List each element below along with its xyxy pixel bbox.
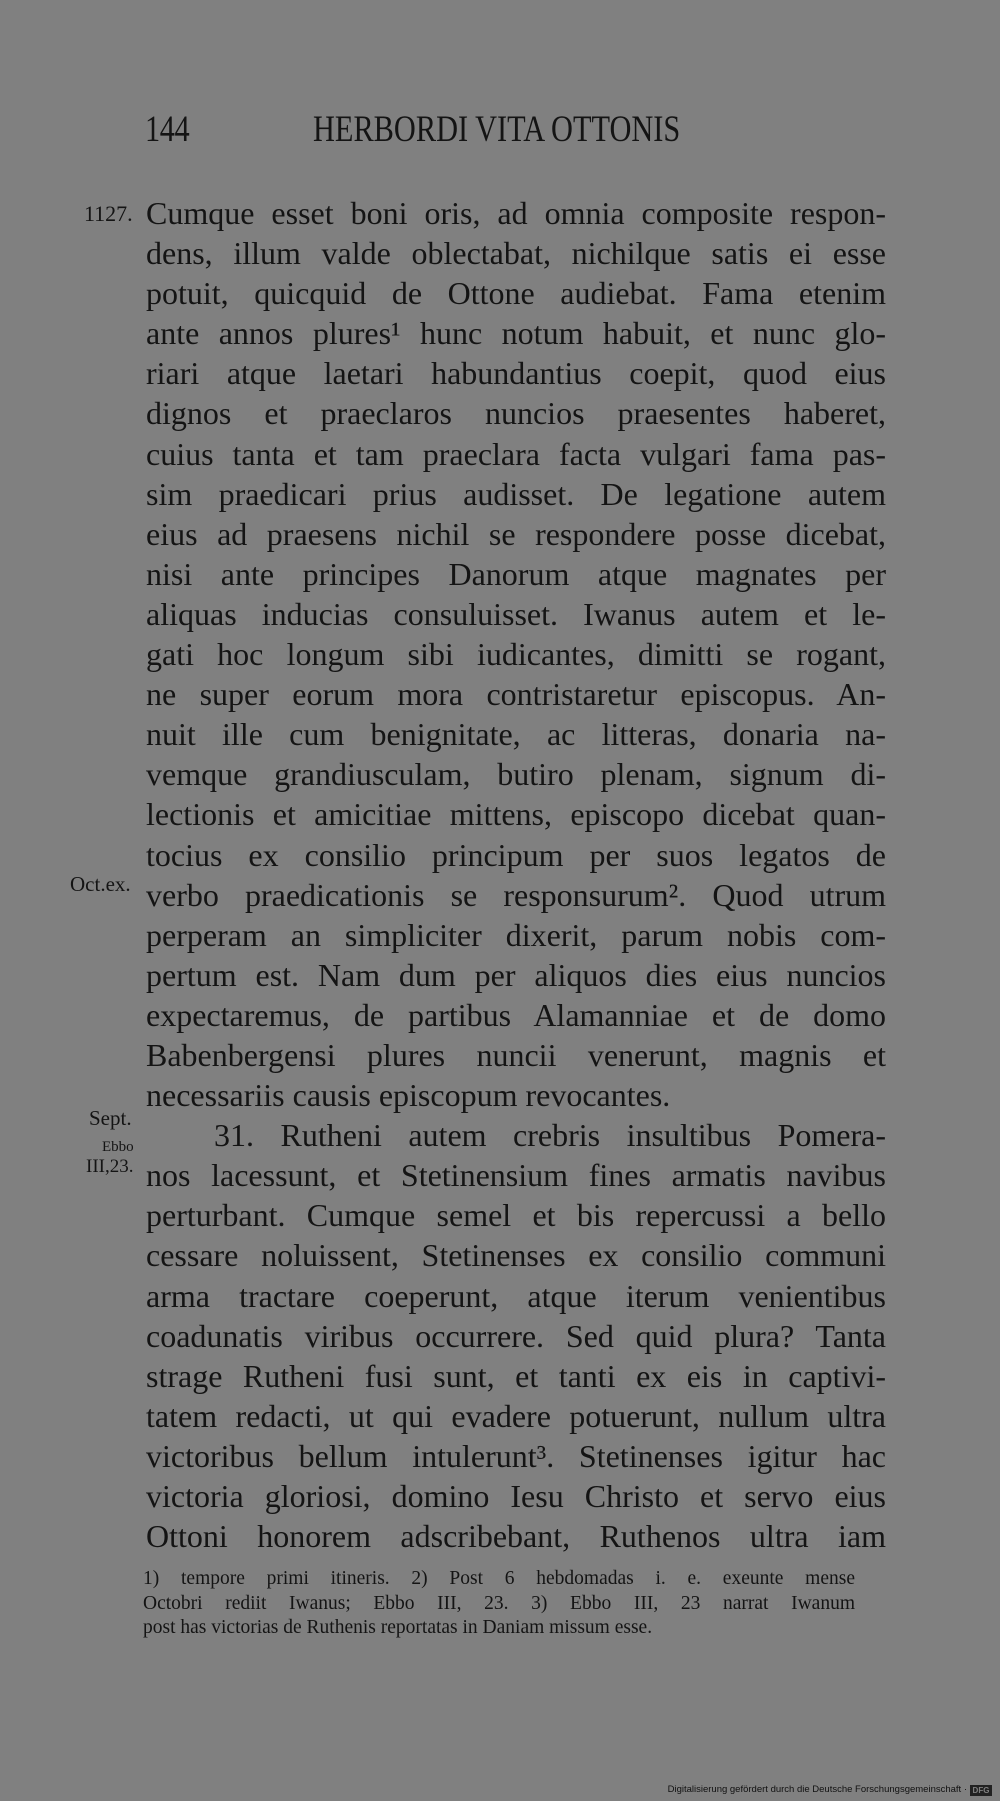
running-title: HERBORDI VITA OTTONIS [313, 109, 681, 150]
text-line: riari atque laetari habundantius coepit, quod eius [146, 355, 886, 392]
text-line: gati hoc longum sibi iudicantes, dimitti se rogant, [146, 636, 886, 673]
page-header [0, 108, 1000, 158]
text-line: vemque grandiusculam, butiro plenam, signum di- [146, 756, 886, 793]
text-line: dens, illum valde oblectabat, nichilque satis ei esse [146, 235, 886, 272]
dfg-logo-icon: DFG [970, 1785, 992, 1796]
text-line: ante annos plures¹ hunc notum habuit, et nunc glo- [146, 315, 886, 352]
text-line: tocius ex consilio principum per suos legatos de [146, 836, 886, 873]
margin-note-sept: Sept. [89, 1106, 132, 1130]
text-line: verbo praedicationis se responsurum². Quod utrum [146, 876, 886, 913]
footnote-line: 1) tempore primi itineris. 2) Post 6 hebdomadas i. e. exeunte mense [143, 1568, 855, 1589]
text-line: arma tractare coeperunt, atque iterum venientibus [146, 1277, 886, 1314]
footnote-line: Octobri rediit Iwanus; Ebbo III, 23. 3) Ebbo III, 23 narrat Iwanum [143, 1592, 855, 1614]
text-line: dignos et praeclaros nuncios praesentes haberet, [146, 395, 886, 432]
text-line: ne super eorum mora contristaretur episcopus. An- [146, 676, 886, 713]
text-line: nuit ille cum benignitate, ac litteras, donaria na- [146, 716, 886, 753]
text-line: coadunatis viribus occurrere. Sed quid plura? Tanta [146, 1317, 886, 1354]
text-line: Babenbergensi plures nuncii venerunt, magnis et [146, 1036, 886, 1073]
text-line: eius ad praesens nichil se respondere posse dicebat, [146, 515, 886, 552]
margin-note-oct-ex: Oct.ex. [70, 872, 131, 896]
text-line: perturbant. Cumque semel et bis repercussi a bello [146, 1197, 886, 1234]
text-line-section-31: 31. Rutheni autem crebris insultibus Pomera- [214, 1117, 886, 1154]
text-line: necessariis causis episcopum revocantes. [146, 1077, 671, 1114]
text-line: pertum est. Nam dum per aliquos dies eius nuncios [146, 956, 886, 993]
text-line: victoribus bellum intulerunt³. Stetinenses igitur hac [146, 1437, 886, 1474]
text-line: tatem redacti, ut qui evadere potuerunt, nullum ultra [146, 1397, 886, 1434]
margin-note-year: 1127. [84, 201, 133, 226]
text-line: perperam an simpliciter dixerit, parum nobis com- [146, 916, 886, 953]
text-line: cuius tanta et tam praeclara facta vulgari fama pas- [146, 435, 886, 472]
page-number: 144 [145, 109, 190, 150]
text-line: Ottoni honorem adscribebant, Ruthenos ultra iam [146, 1518, 886, 1555]
colophon-text: Digitalisierung gefördert durch die Deutsche Forschungsgemeinschaft · [667, 1784, 967, 1795]
text-line: cessare noluissent, Stetinenses ex consilio communi [146, 1237, 886, 1274]
text-line: victoria gloriosi, domino Iesu Christo et servo eius [146, 1478, 886, 1514]
text-line: nisi ante principes Danorum atque magnates per [146, 555, 886, 592]
text-line: potuit, quicquid de Ottone audiebat. Fama etenim [146, 275, 886, 312]
footnotes [143, 1567, 855, 1641]
text-line: Cumque esset boni oris, ad omnia composite respon- [146, 195, 886, 231]
text-line: nos lacessunt, et Stetinensium fines armatis navibus [146, 1157, 886, 1194]
margin-note-ebbo: Ebbo [102, 1139, 134, 1155]
margin-note-ebbo-ref: III,23. [86, 1156, 134, 1177]
digitization-colophon [668, 1784, 992, 1796]
text-line: aliquas inducias consuluisset. Iwanus autem et le- [146, 595, 886, 632]
text-line: sim praedicari prius audisset. De legatione autem [146, 475, 886, 512]
footnote-line: post has victorias de Ruthenis reportatas in Daniam missum esse. [143, 1617, 653, 1639]
text-line: strage Rutheni fusi sunt, et tanti ex eis in captivi- [146, 1357, 886, 1394]
text-line: expectaremus, de partibus Alamanniae et de domo [146, 996, 886, 1033]
main-text [146, 193, 886, 1556]
text-line: lectionis et amicitiae mittens, episcopo dicebat quan- [146, 796, 886, 833]
